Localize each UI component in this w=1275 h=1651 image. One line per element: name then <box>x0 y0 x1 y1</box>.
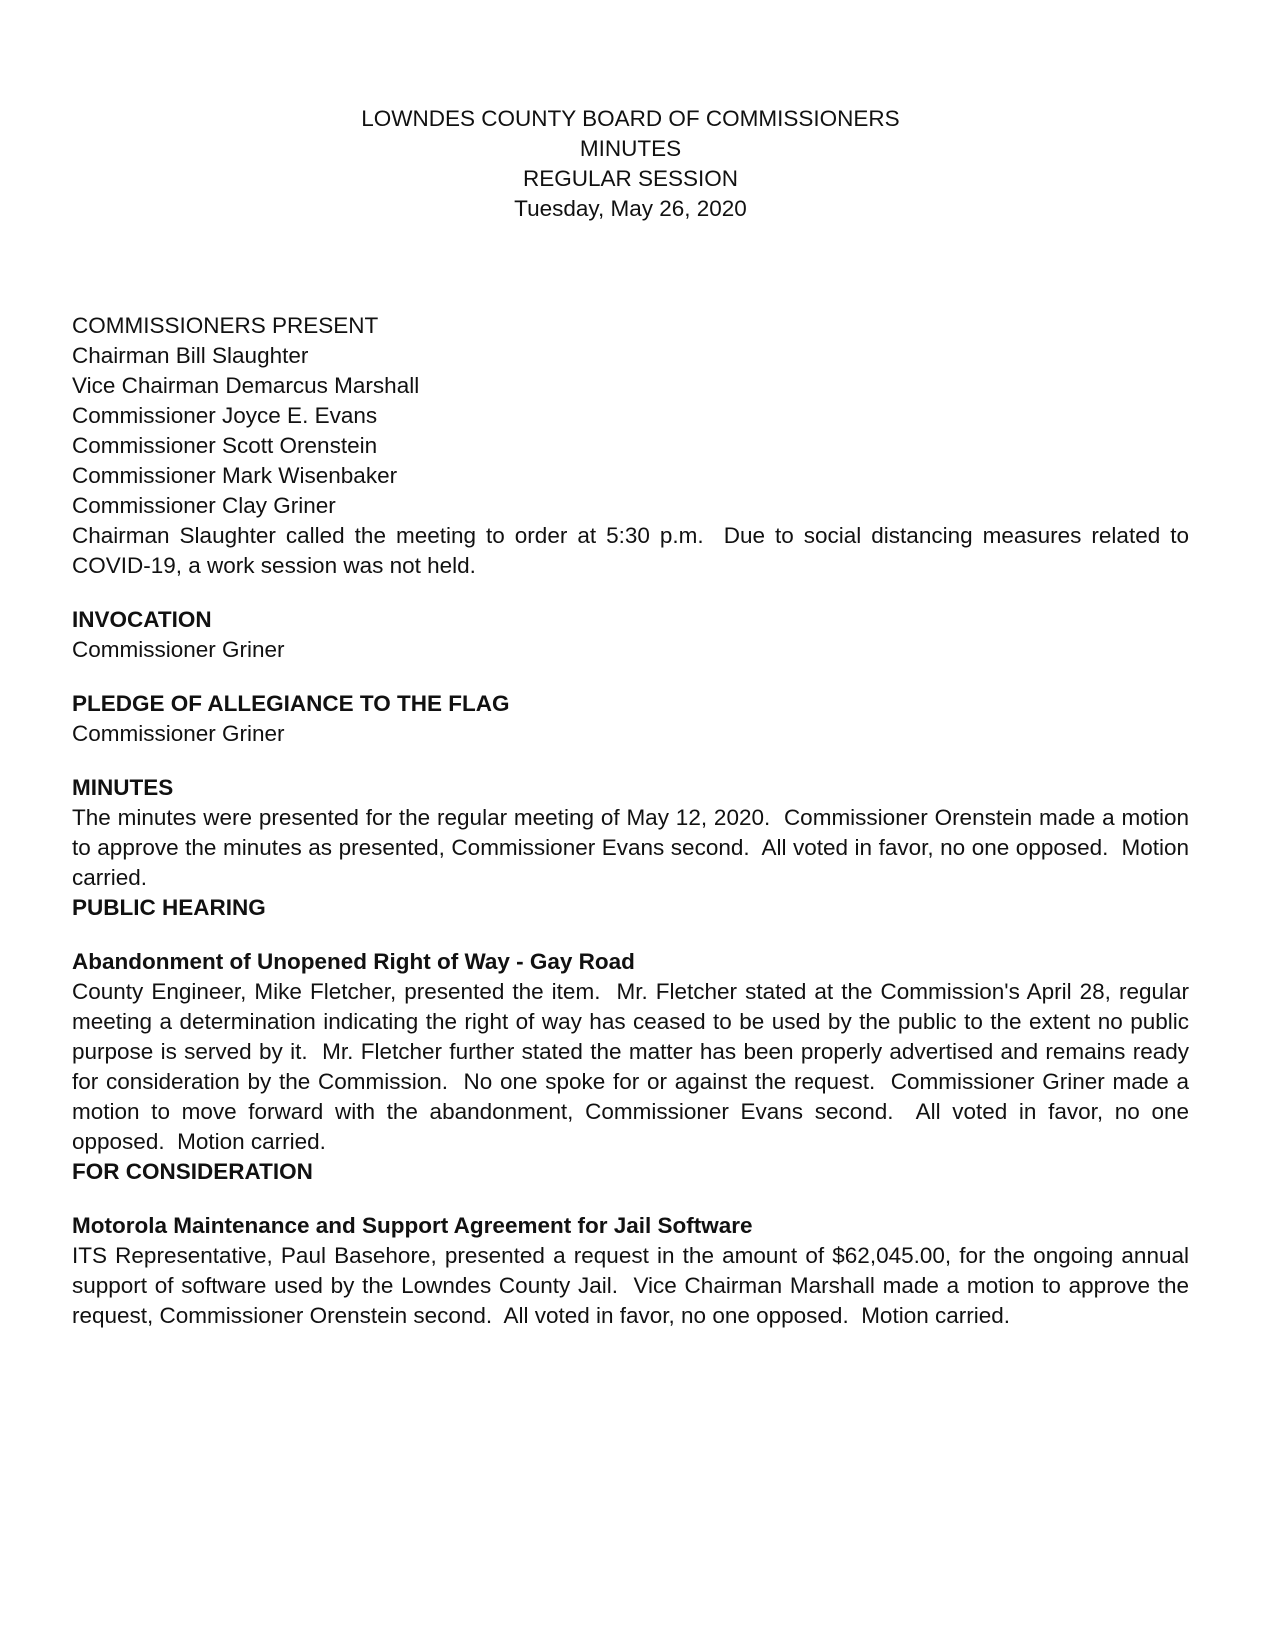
pledge-heading: PLEDGE OF ALLEGIANCE TO THE FLAG <box>72 691 510 716</box>
call-to-order-paragraph: Chairman Slaughter called the meeting to order at 5:30 p.m. Due to social distancing measures related to COVID-19, a work session was not held. <box>72 523 1196 578</box>
minutes-paragraph: The minutes were presented for the regular meeting of May 12, 2020. Commissioner Orenstein made a motion to approve the minutes as presented, Commissioner Evans second. All voted in favor, no one opposed. Motion carried. <box>72 805 1196 890</box>
minutes-heading: MINUTES <box>72 775 174 800</box>
attendance-section <box>72 311 1189 521</box>
minutes-section <box>72 773 1196 893</box>
attendee-name: Vice Chairman Demarcus Marshall <box>72 373 420 398</box>
invocation-heading: INVOCATION <box>72 607 212 632</box>
document-header <box>72 104 1189 224</box>
for-consideration-item-paragraph: ITS Representative, Paul Basehore, presented a request in the amount of $62,045.00, for the ongoing annual support of software used by the Lowndes County Jail. Vice Chairman Marshall made a motion to approve the request, Commissioner Orenstein second. All voted in favor, no one opposed. Motion carried. <box>72 1243 1196 1328</box>
header-org-name: LOWNDES COUNTY BOARD OF COMMISSIONERS <box>361 106 900 131</box>
public-hearing-heading: PUBLIC HEARING <box>72 895 266 920</box>
pledge-section <box>72 689 1189 749</box>
public-hearing-item-paragraph: County Engineer, Mike Fletcher, presented the item. Mr. Fletcher stated at the Commission's April 28, regular meeting a determination indicating the right of way has ceased to be used by the public to the extent no public purpose is served by it. Mr. Fletcher further stated the matter has been properly advertised and remains ready for consideration by the Commission. No one spoke for or against the request. Commissioner Griner made a motion to move forward with the abandonment, Commissioner Evans second. All voted in favor, no one opposed. Motion carried. <box>72 979 1196 1154</box>
attendee-name: Commissioner Mark Wisenbaker <box>72 463 398 488</box>
attendee-name: Commissioner Scott Orenstein <box>72 433 378 458</box>
header-session-type: REGULAR SESSION <box>522 166 739 191</box>
public-hearing-item-title: Abandonment of Unopened Right of Way - Gay Road <box>72 949 635 974</box>
public-hearing-item <box>72 947 1196 1157</box>
for-consideration-heading: FOR CONSIDERATION <box>72 1159 313 1184</box>
header-date: Tuesday, May 26, 2020 <box>514 196 747 221</box>
attendee-name: Commissioner Joyce E. Evans <box>72 403 378 428</box>
for-consideration-item-title: Motorola Maintenance and Support Agreement for Jail Software <box>72 1213 753 1238</box>
pledge-presenter: Commissioner Griner <box>72 721 285 746</box>
attendee-name: Chairman Bill Slaughter <box>72 343 309 368</box>
header-doc-type: MINUTES <box>579 136 682 161</box>
for-consideration-item <box>72 1211 1196 1331</box>
attendee-name: Commissioner Clay Griner <box>72 493 336 518</box>
invocation-section <box>72 605 1189 665</box>
attendance-heading: COMMISSIONERS PRESENT <box>72 313 379 338</box>
invocation-presenter: Commissioner Griner <box>72 637 285 662</box>
